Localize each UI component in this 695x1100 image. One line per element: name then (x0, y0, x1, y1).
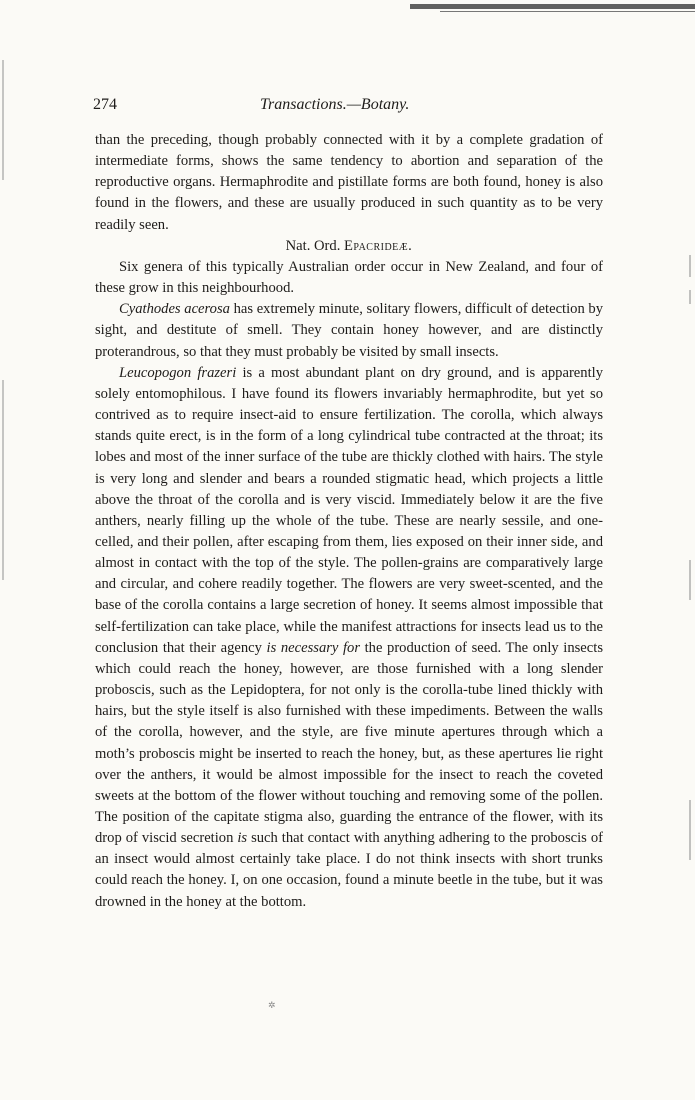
right-margin-mark (689, 560, 691, 600)
paragraph-text: is a most abundant plant on dry ground, and is apparently solely entomophilous. I have found its flowers invariably hermaphrodite, but yet so contrived as to require insect-aid to ensure fertilization. The corolla, which always stands quite erect, is in the form of a long cylindrical tube contracted at the throat; its lobes and most of the inner surface of the tube are thickly clothed with hairs. The style is very long and slender and bears a rounded stigmatic head, which projects a little above the throat of the corolla and is very viscid. Immediately below it are the five anthers, nearly filling up the whole of the tube. These are nearly sessile, and one-celled, and their pollen, after escaping from them, lies exposed on their inner side, and almost in contact with the top of the style. The pollen-grains are comparatively large and circular, and cohere readily together. The flowers are very sweet-scented, and the base of the corolla contains a large secretion of honey. It seems almost impossible that self-fertilization can take place, while the manifest attractions for insects lead us to the conclusion that their agency (95, 364, 603, 656)
left-margin-mark (2, 380, 4, 580)
heading-order-name: Epacrideæ. (344, 237, 413, 254)
right-margin-mark (689, 290, 691, 304)
paragraph-continuation: than the preceding, though probably connected with it by a complete gradation of intermediate forms, shows the same tendency to abortion and separation of the reproductive organs. Hermaphrodite and pistillate forms are both found, honey is also found in the flowers, and these are usually produced in such quantity as to be very readily seen. (95, 132, 603, 233)
paragraph-leucopogon (95, 363, 603, 913)
emphasis-text: is (237, 830, 248, 847)
emphasis-text: is necessary for (266, 639, 361, 656)
right-margin-mark (689, 255, 691, 277)
page-content (95, 96, 603, 913)
heading-prefix: Nat. Ord. (285, 237, 341, 254)
species-name: Leucopogon frazeri (119, 364, 237, 381)
paragraph-text: has extremely minute, solitary flowers, difficult of detection by sight, and destitute of smell. They contain honey however, and are distinctly proterandrous, so that they must probably be visited by small insects. (95, 301, 603, 360)
species-name: Cyathodes acerosa (119, 301, 230, 318)
paragraph-cyathodes (95, 299, 603, 362)
page-number: 274 (93, 96, 117, 113)
paragraph-genera: Six genera of this typically Australian order occur in New Zealand, and four of these grow in this neighbourhood. (95, 258, 603, 297)
body-text (95, 130, 603, 913)
left-margin-mark (2, 60, 4, 180)
top-edge-rule (410, 4, 695, 9)
top-edge-thin-rule (440, 11, 695, 12)
right-margin-mark (689, 800, 691, 860)
paragraph-text: the production of seed. The only insects which could reach the honey, however, are those furnished with a long slender proboscis, such as the Lepidoptera, for not only is the corolla-tube lined thickly with hairs, but the style itself is also furnished with these impediments. Between the walls of the corolla, however, and the style, are five minute apertures through which a moth’s proboscis might be inserted to reach the honey, but, as these apertures lie right over the anthers, it would be almost impossible for the insect to reach the coveted sweets at the bottom of the flower without touching and removing some of the pollen. The position of the capitate stigma also, guarding the entrance of the flower, with its drop of viscid secretion (95, 639, 603, 847)
section-heading (95, 236, 603, 257)
ink-blot-mark: ✲ (268, 1000, 276, 1010)
paragraph-text: such that contact with anything adhering to the proboscis of an insect would almost certainly take place. I do not think insects with short trunks could reach the honey. I, on one occasion, found a minute beetle in the tube, but it was drowned in the honey at the bottom. (95, 830, 603, 910)
running-head (95, 96, 603, 120)
running-title: Transactions.—Botany. (260, 96, 410, 113)
